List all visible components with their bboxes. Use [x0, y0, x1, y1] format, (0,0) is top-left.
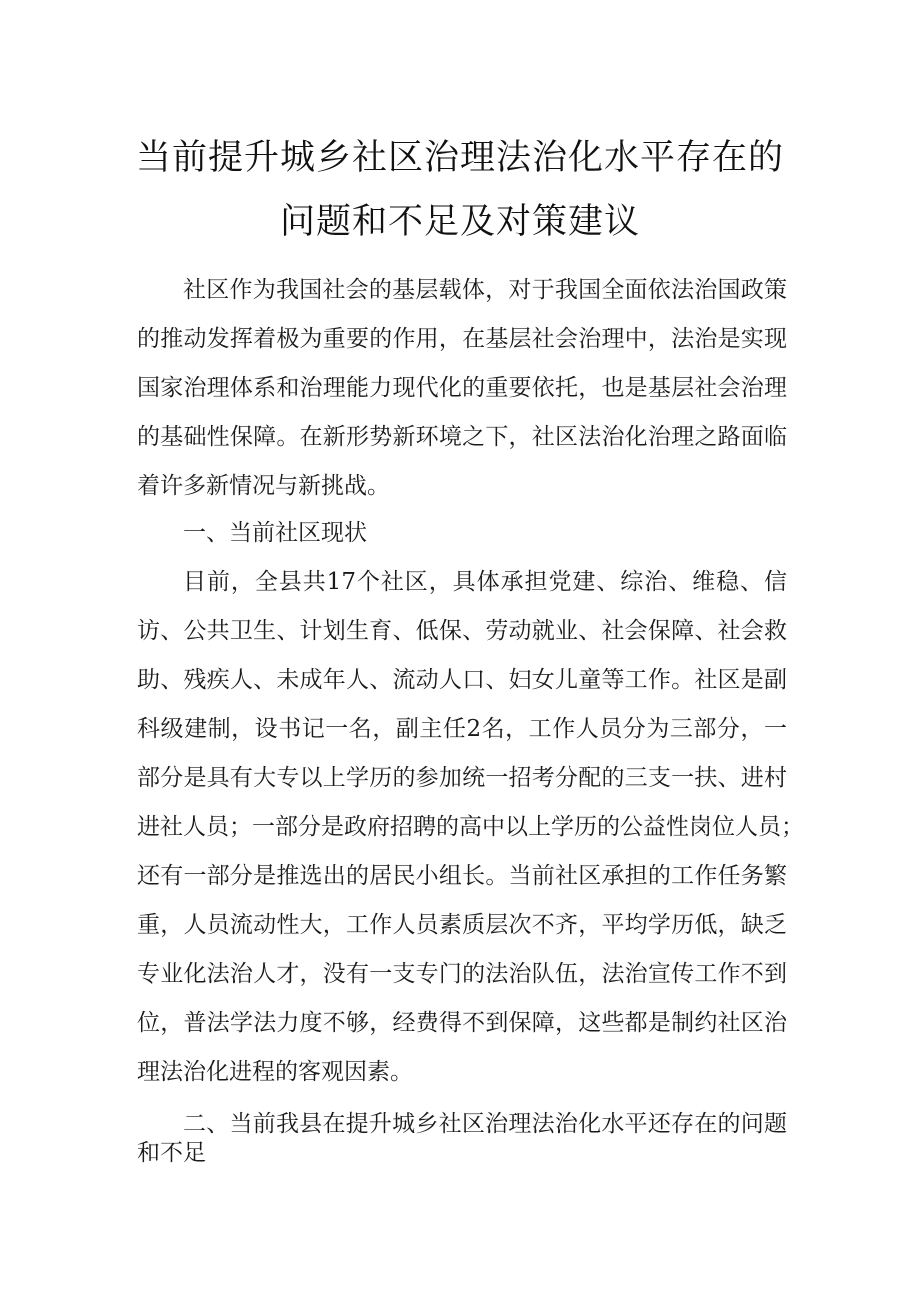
- section-heading-2-continued: 和不足: [137, 1140, 206, 1166]
- status-paragraph-line: 部分是具有大专以上学历的参加统一招考分配的三支一扶、进村: [137, 765, 787, 791]
- status-paragraph-line: 进社人员；一部分是政府招聘的高中以上学历的公益性岗位人员；: [137, 814, 804, 840]
- section-heading-2: 二、当前我县在提升城乡社区治理法治化水平还存在的问题: [183, 1111, 787, 1137]
- status-paragraph-line: 位，普法学法力度不够，经费得不到保障，这些都是制约社区治: [137, 1010, 787, 1036]
- intro-paragraph-line: 国家治理体系和治理能力现代化的重要依托，也是基层社会治理: [137, 375, 787, 401]
- intro-paragraph-line: 的推动发挥着极为重要的作用，在基层社会治理中，法治是实现: [137, 326, 787, 352]
- status-paragraph-line: 访、公共卫生、计划生育、低保、劳动就业、社会保障、社会救: [137, 618, 787, 644]
- status-paragraph-line: 专业化法治人才，没有一支专门的法治队伍，法治宣传工作不到: [137, 961, 787, 987]
- document-title-line-1: 当前提升城乡社区治理法治化水平存在的: [135, 138, 784, 178]
- status-paragraph-line: 助、残疾人、未成年人、流动人口、妇女儿童等工作。社区是副: [137, 667, 787, 693]
- document-title-line-2: 问题和不足及对策建议: [279, 202, 640, 242]
- section-heading-1: 一、当前社区现状: [183, 520, 367, 546]
- status-paragraph-line: 科级建制，设书记一名，副主任2名，工作人员分为三部分，一: [137, 716, 787, 742]
- status-paragraph-line: 目前，全县共17个社区，具体承担党建、综治、维稳、信: [183, 569, 787, 595]
- status-paragraph-line: 还有一部分是推选出的居民小组长。当前社区承担的工作任务繁: [137, 863, 787, 889]
- intro-paragraph-line: 社区作为我国社会的基层载体，对于我国全面依法治国政策: [183, 277, 787, 303]
- status-paragraph-line: 理法治化进程的客观因素。: [137, 1059, 413, 1085]
- intro-paragraph-line: 着许多新情况与新挑战。: [137, 473, 390, 499]
- intro-paragraph-line: 的基础性保障。在新形势新环境之下，社区法治化治理之路面临: [137, 424, 787, 450]
- status-paragraph-line: 重，人员流动性大，工作人员素质层次不齐，平均学历低，缺乏: [137, 912, 787, 938]
